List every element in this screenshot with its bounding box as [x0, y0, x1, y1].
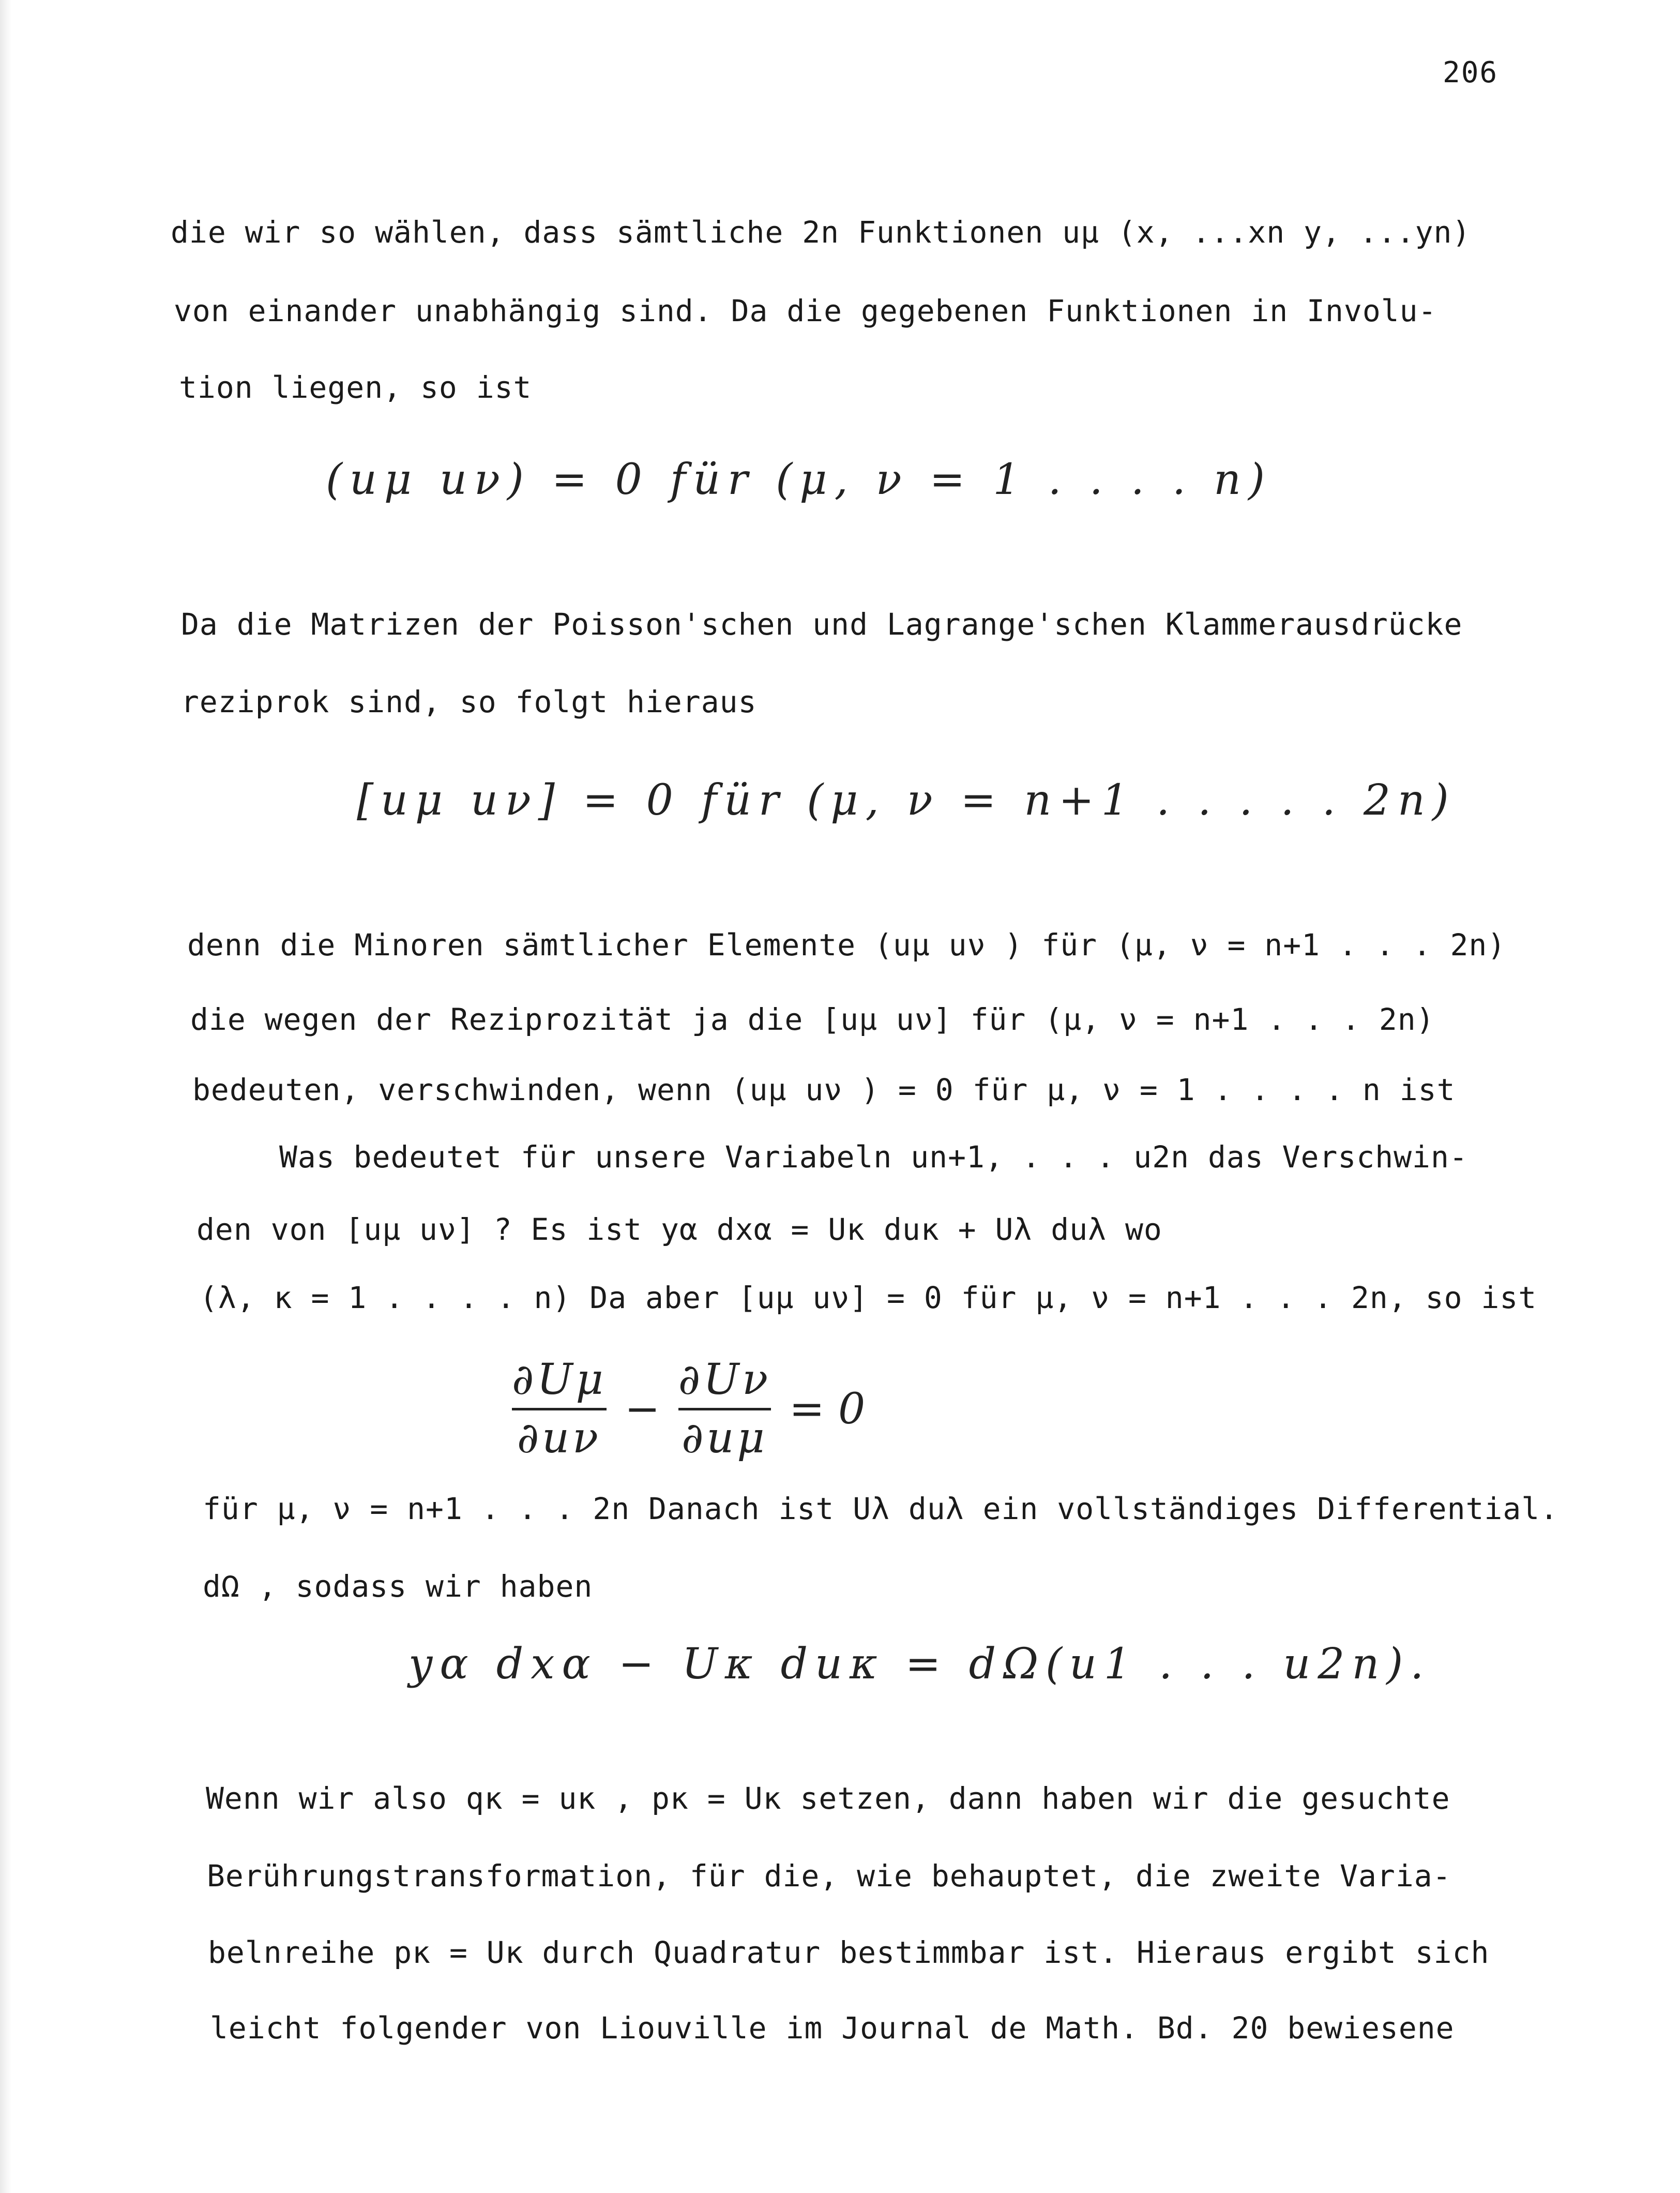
text-line-1: die wir so wählen, dass sämtliche 2n Funktionen uμ (x, ...xn y, ...yn): [171, 215, 1471, 250]
text-line-2: von einander unabhängig sind. Da die gegebenen Funktionen in Involu-: [174, 293, 1437, 328]
page-number: 206: [1443, 56, 1499, 89]
text-line-12: für μ, ν = n+1 . . . 2n Danach ist Uλ duλ ein vollständiges Differential.: [203, 1491, 1559, 1526]
text-line-15: Berührungstransformation, für die, wie behauptet, die zweite Varia-: [207, 1858, 1451, 1894]
text-line-5: reziprok sind, so folgt hieraus: [181, 684, 757, 719]
text-line-13: dΩ , sodass wir haben: [203, 1569, 593, 1604]
fraction-second: [678, 1355, 771, 1463]
fraction-equals-zero: = 0: [789, 1385, 866, 1434]
text-line-6: denn die Minoren sämtlicher Elemente (uμ uν ) für (μ, ν = n+1 . . . 2n): [187, 927, 1506, 963]
fraction-second-bar: [678, 1408, 771, 1410]
fraction-first-numerator: ∂Uμ: [512, 1355, 607, 1404]
fraction-first-denominator: ∂uν: [517, 1414, 601, 1463]
fraction-minus-sign: −: [624, 1385, 660, 1434]
text-line-8: bedeuten, verschwinden, wenn (uμ uν ) = 0 für μ, ν = 1 . . . . n ist: [192, 1072, 1456, 1107]
text-line-17: leicht folgender von Liouville im Journal de Math. Bd. 20 bewiesene: [210, 2010, 1455, 2046]
text-line-9: Was bedeutet für unsere Variabeln un+1, . . . u2n das Verschwin-: [279, 1139, 1468, 1175]
text-line-3: tion liegen, so ist: [179, 370, 532, 405]
equation-poisson-brackets: (uμ uν) = 0 für (μ, ν = 1 . . . . n): [326, 455, 1272, 504]
text-line-14: Wenn wir also qκ = uκ , pκ = Uκ setzen, dann haben wir die gesuchte: [206, 1781, 1450, 1816]
fraction-first-bar: [512, 1408, 607, 1410]
fraction-second-denominator: ∂uμ: [682, 1414, 768, 1463]
equation-integrability-condition: [512, 1355, 881, 1463]
text-line-7: die wegen der Reziprozität ja die [uμ uν] für (μ, ν = n+1 . . . 2n): [190, 1002, 1435, 1037]
fraction-first: [512, 1355, 607, 1463]
text-line-4: Da die Matrizen der Poisson'schen und Lagrange'schen Klammerausdrücke: [181, 607, 1463, 642]
equation-lagrange-brackets: [uμ uν] = 0 für (μ, ν = n+1 . . . . . 2n): [357, 776, 1456, 825]
text-line-10: den von [uμ uν] ? Es ist yα dxα = Uκ duκ + Uλ duλ wo: [196, 1212, 1162, 1247]
text-line-11: (λ, κ = 1 . . . . n) Da aber [uμ uν] = 0 für μ, ν = n+1 . . . 2n, so ist: [200, 1280, 1537, 1315]
page-edge-shadow: [0, 0, 11, 2193]
equation-total-differential: yα dxα − Uκ duκ = dΩ(u1 . . . u2n).: [408, 1640, 1431, 1689]
fraction-second-numerator: ∂Uν: [678, 1355, 771, 1404]
text-line-16: belnreihe pκ = Uκ durch Quadratur bestimmbar ist. Hieraus ergibt sich: [208, 1935, 1490, 1970]
